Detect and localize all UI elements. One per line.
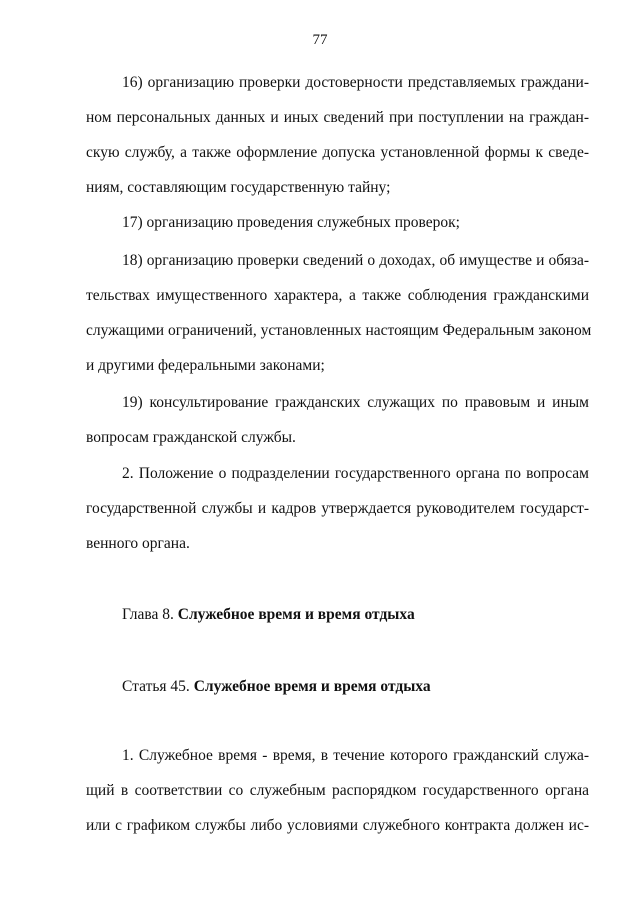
page-number: 77: [312, 32, 328, 48]
paragraph-line: 18) организацию проверки сведений о доходах, об имуществе и обяза-: [122, 252, 589, 269]
paragraph-line: 17) организацию проведения служебных проверок;: [122, 214, 460, 231]
chapter-title: Служебное время и время отдыха: [177, 606, 415, 623]
paragraph-line: 1. Служебное время - время, в течение которого гражданский служа-: [122, 747, 589, 764]
article-title: Служебное время и время отдыха: [193, 678, 431, 695]
paragraph-line: вопросам гражданской службы.: [86, 429, 296, 446]
paragraph-line: 2. Положение о подразделении государственного органа по вопросам: [122, 465, 589, 482]
paragraph-line: государственной службы и кадров утверждается руководителем государст-: [86, 500, 589, 517]
paragraph-line: служащими ограничений, установленных настоящим Федеральным законом: [86, 322, 592, 339]
paragraph-line: тельствах имущественного характера, а также соблюдения гражданскими: [86, 287, 589, 304]
paragraph-line: 16) организацию проверки достоверности представляемых граждани-: [122, 74, 589, 91]
paragraph-line: ном персональных данных и иных сведений при поступлении на граждан-: [86, 109, 589, 126]
paragraph-line: ниям, составляющим государственную тайну;: [86, 179, 391, 196]
paragraph-line: венного органа.: [86, 535, 190, 552]
article-prefix: Статья 45.: [122, 678, 190, 695]
paragraph-line: и другими федеральными законами;: [86, 357, 325, 374]
paragraph-line: или с графиком службы либо условиями служебного контракта должен ис-: [86, 817, 589, 834]
article-heading: [122, 677, 431, 697]
chapter-heading: [122, 605, 415, 625]
paragraph-line: щий в соответствии со служебным распорядком государственного органа: [86, 782, 589, 799]
paragraph-line: скую службу, а также оформление допуска установленной формы к сведе-: [86, 144, 589, 161]
chapter-prefix: Глава 8.: [122, 606, 174, 623]
paragraph-line: 19) консультирование гражданских служащих по правовым и иным: [122, 394, 589, 411]
